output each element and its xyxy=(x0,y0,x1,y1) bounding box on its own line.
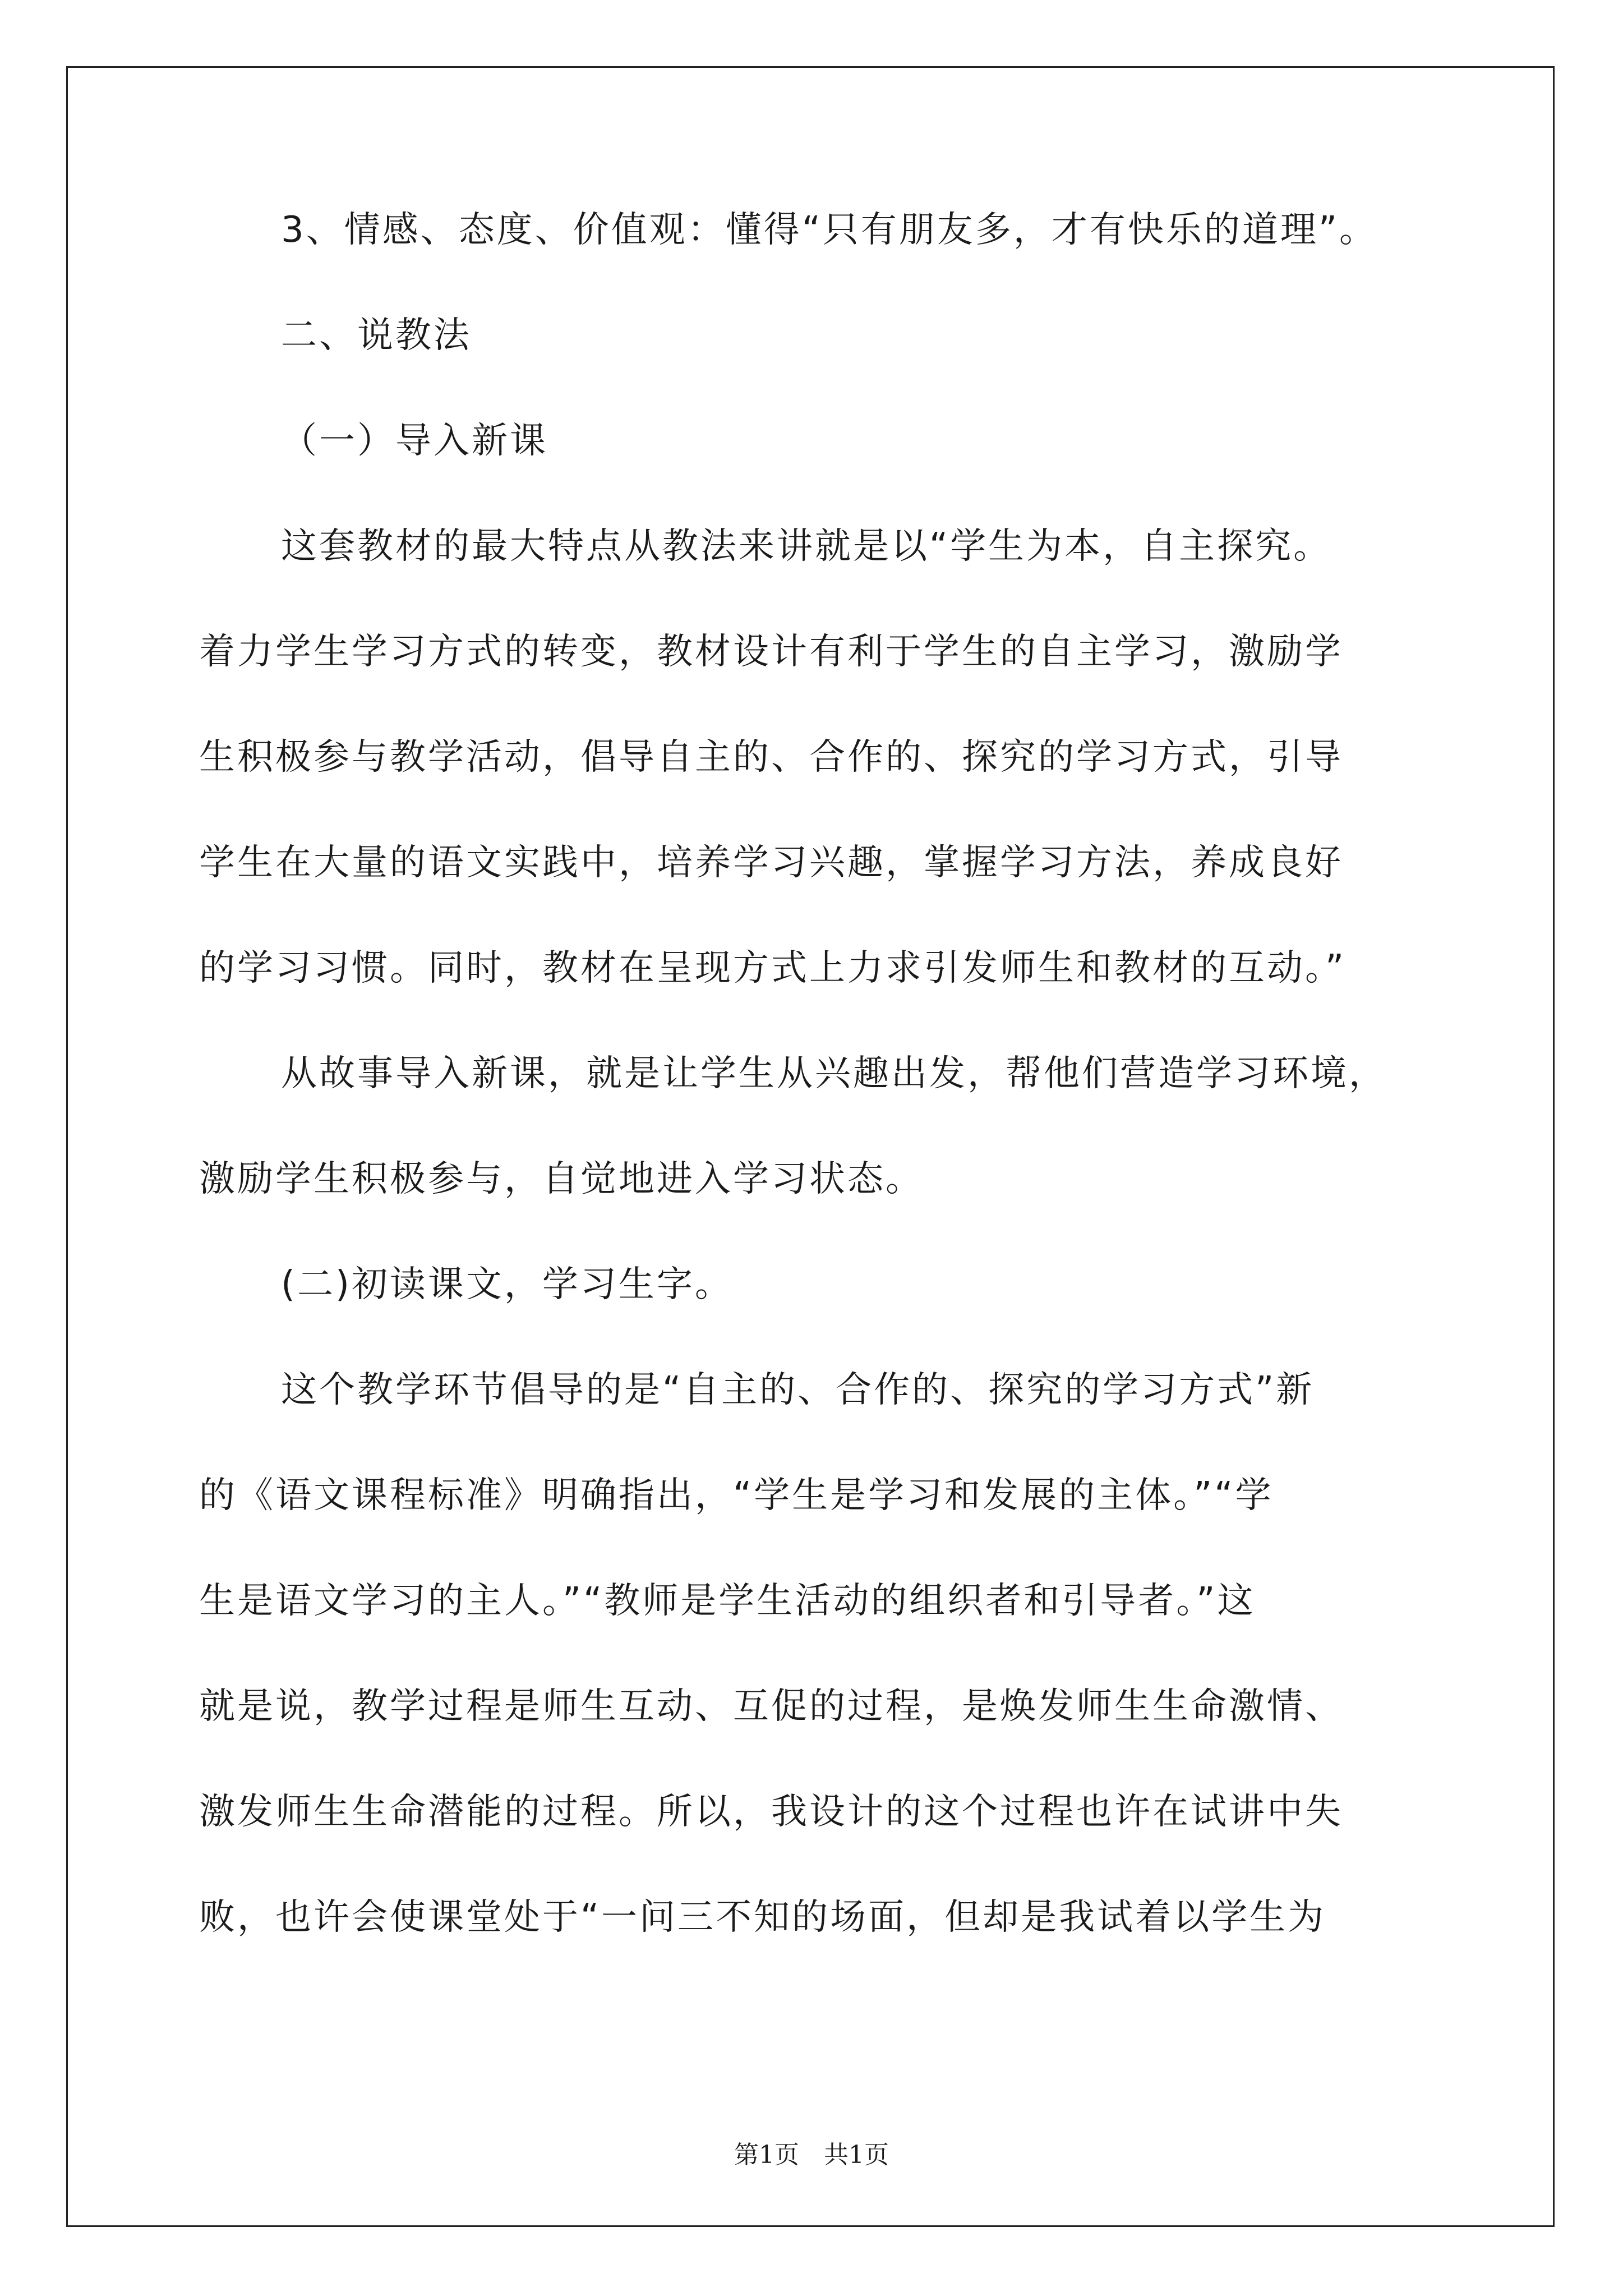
paragraph-line: 败，也许会使课堂处于“一问三不知的场面，但却是我试着以学生为 xyxy=(199,1897,1326,1938)
subsection-heading: （一）导入新课 xyxy=(281,420,548,462)
paragraph-line: 3、情感、态度、价值观：懂得“只有朋友多，才有快乐的道理”。 xyxy=(281,209,1378,251)
paragraph-line: 从故事导入新课，就是让学生从兴趣出发，帮他们营造学习环境， xyxy=(281,1053,1387,1094)
paragraph-line: 就是说，教学过程是师生互动、互促的过程，是焕发师生生命激情、 xyxy=(199,1686,1343,1727)
paragraph-line: 的学习习惯。同时，教材在呈现方式上力求引发师生和教材的互动。” xyxy=(199,947,1347,989)
paragraph-line: 这个教学环节倡导的是“自主的、合作的、探究的学习方式”新 xyxy=(281,1369,1315,1411)
paragraph-line: 这套教材的最大特点从教法来讲就是以“学生为本，自主探究。 xyxy=(281,526,1332,567)
paragraph-line: 学生在大量的语文实践中，培养学习兴趣，掌握学习方法，养成良好 xyxy=(199,842,1343,884)
subsection-heading: (二)初读课文，学习生字。 xyxy=(281,1264,733,1305)
paragraph-line: 生积极参与教学活动，倡导自主的、合作的、探究的学习方式，引导 xyxy=(199,737,1343,778)
page-number-footer: 第1页 共1页 xyxy=(734,2141,889,2169)
paragraph-line: 生是语文学习的主人。”“教师是学生活动的组织者和引导者。”这 xyxy=(199,1580,1256,1622)
section-heading: 二、说教法 xyxy=(281,315,472,356)
paragraph-line: 激励学生积极参与，自觉地进入学习状态。 xyxy=(199,1158,924,1200)
paragraph-line: 的《语文课程标准》明确指出，“学生是学习和发展的主体。”“学 xyxy=(199,1475,1274,1516)
paragraph-line: 着力学生学习方式的转变，教材设计有利于学生的自主学习，激励学 xyxy=(199,631,1343,673)
paragraph-line: 激发师生生命潜能的过程。所以，我设计的这个过程也许在试讲中失 xyxy=(199,1791,1343,1833)
